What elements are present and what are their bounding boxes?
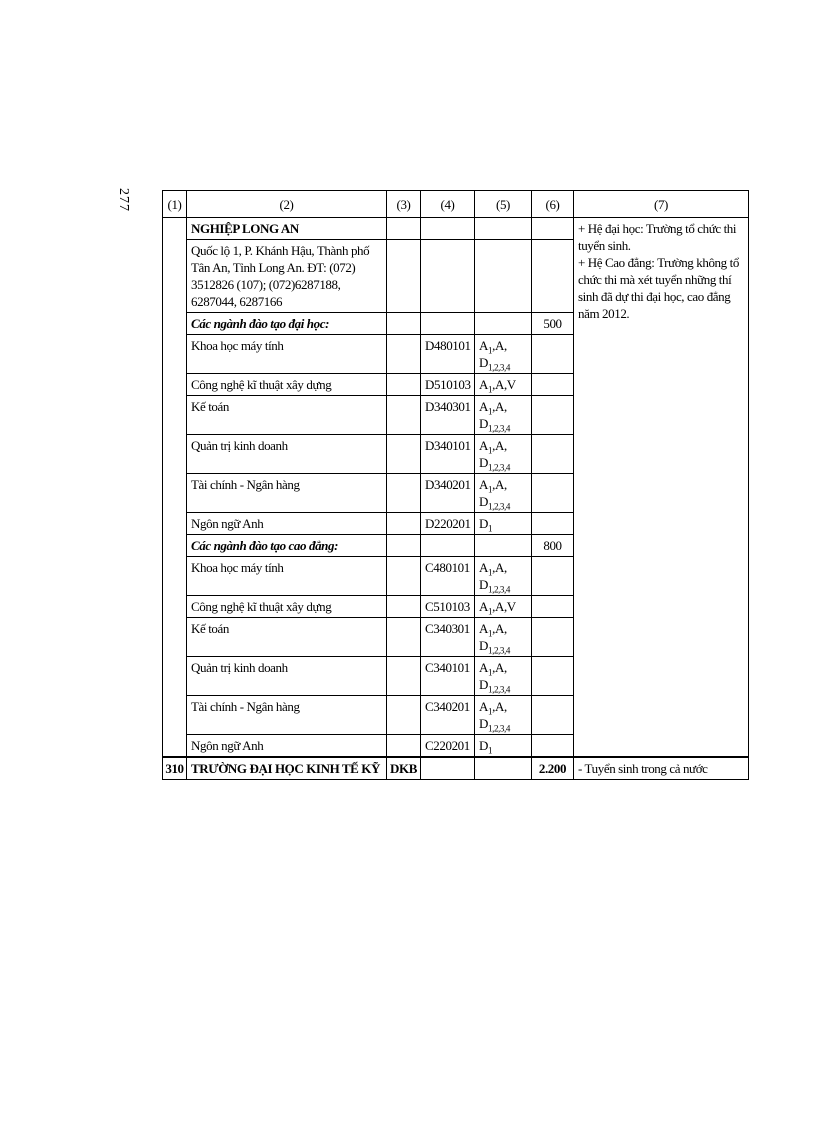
college-major-name: Quản trị kinh doanh (187, 657, 387, 696)
college-exam-block: $A_1,A$, $D_{1,2,3,4}$ (475, 618, 532, 657)
university-major-code: D340301 (421, 396, 475, 435)
header-col-4: (4) (421, 191, 475, 218)
university-heading: Các ngành đào tạo đại học: (187, 313, 387, 335)
college-exam-block: $A_1,A$, $D_{1,2,3,4}$ (475, 696, 532, 735)
college-major-name: Công nghệ kĩ thuật xây dựng (187, 596, 387, 618)
header-col-1: (1) (163, 191, 187, 218)
notes-cell (574, 218, 749, 758)
college-major-code: C340101 (421, 657, 475, 696)
university-exam-block: $A_1,A,V$ (475, 374, 532, 396)
header-col-3: (3) (387, 191, 421, 218)
college-major-name: Tài chính - Ngân hàng (187, 696, 387, 735)
school-address: Quốc lộ 1, P. Khánh Hậu, Thành phố Tân An, Tỉnh Long An. ĐT: (072) 3512826 (107); (072)6287188, 6287044, 6287166 (187, 240, 387, 313)
university-major-name: Quản trị kinh doanh (187, 435, 387, 474)
university-major-code: D480101 (421, 335, 475, 374)
university-major-code: D220201 (421, 513, 475, 535)
college-major-name: Khoa học máy tính (187, 557, 387, 596)
university-major-name: Tài chính - Ngân hàng (187, 474, 387, 513)
college-major-code: C340201 (421, 696, 475, 735)
header-col-7: (7) (574, 191, 749, 218)
school-name-row (163, 218, 749, 240)
college-exam-block: $A_1,A,V$ (475, 596, 532, 618)
college-exam-block: $D_1$ (475, 735, 532, 758)
header-col-2: (2) (187, 191, 387, 218)
page-number: 277 (116, 188, 131, 212)
college-exam-block: $A_1,A$, $D_{1,2,3,4}$ (475, 657, 532, 696)
notes-text: + Hệ đại học: Trường tổ chức thi tuyển sinh. + Hệ Cao đẳng: Trường không tổ chức thi mà xét tuyển những thí sinh đã dự thi đại học, cao đẳng năm 2012. (578, 221, 739, 321)
college-major-code: C220201 (421, 735, 475, 758)
university-exam-block: $A_1,A$, $D_{1,2,3,4}$ (475, 335, 532, 374)
college-major-name: Ngôn ngữ Anh (187, 735, 387, 758)
next-school-row (163, 757, 749, 780)
university-major-code: D510103 (421, 374, 475, 396)
university-major-name: Công nghệ kĩ thuật xây dựng (187, 374, 387, 396)
college-quota: 800 (532, 535, 574, 557)
university-exam-block: $A_1,A$, $D_{1,2,3,4}$ (475, 435, 532, 474)
college-major-code: C510103 (421, 596, 475, 618)
college-heading: Các ngành đào tạo cao đẳng: (187, 535, 387, 557)
university-quota: 500 (532, 313, 574, 335)
next-school-note: - Tuyển sinh trong cả nước (574, 757, 749, 780)
header-col-6: (6) (532, 191, 574, 218)
next-school-no: 310 (163, 757, 187, 780)
next-school-quota: 2.200 (532, 757, 574, 780)
university-major-name: Khoa học máy tính (187, 335, 387, 374)
university-major-code: D340201 (421, 474, 475, 513)
university-major-code: D340101 (421, 435, 475, 474)
school-no-cell (163, 218, 187, 758)
university-exam-block: $D_1$ (475, 513, 532, 535)
header-col-5: (5) (475, 191, 532, 218)
school-name: NGHIỆP LONG AN (187, 218, 387, 240)
college-major-code: C340301 (421, 618, 475, 657)
header-row (163, 191, 749, 218)
college-major-name: Kế toán (187, 618, 387, 657)
college-major-code: C480101 (421, 557, 475, 596)
university-exam-block: $A_1,A$, $D_{1,2,3,4}$ (475, 474, 532, 513)
admissions-table (162, 190, 749, 780)
next-school-name: TRƯỜNG ĐẠI HỌC KINH TẾ KỸ (187, 757, 387, 780)
university-exam-block: $A_1,A$, $D_{1,2,3,4}$ (475, 396, 532, 435)
next-school-code: DKB (387, 757, 421, 780)
university-major-name: Ngôn ngữ Anh (187, 513, 387, 535)
college-exam-block: $A_1,A$, $D_{1,2,3,4}$ (475, 557, 532, 596)
university-major-name: Kế toán (187, 396, 387, 435)
